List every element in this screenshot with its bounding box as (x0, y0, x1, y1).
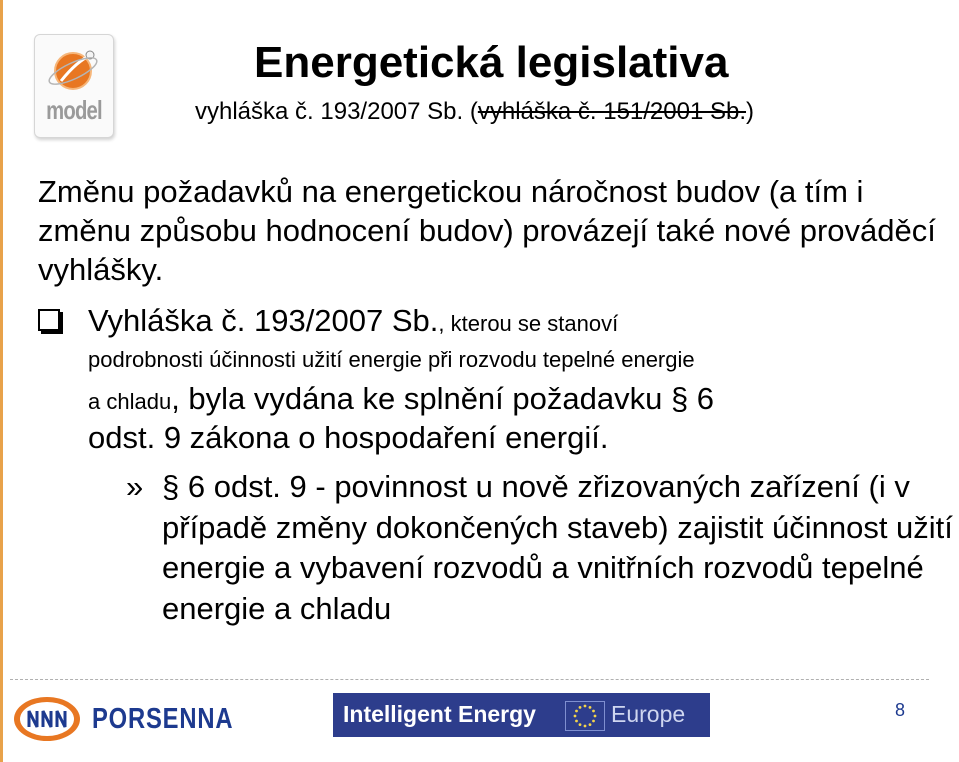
model-logo (34, 34, 114, 138)
subtitle-suffix: ) (746, 98, 755, 125)
bullet-big-4: odst. 9 zákona o hospodaření energií. (88, 420, 609, 455)
slide-left-rule (0, 0, 3, 762)
bullet-small-2: podrobnosti účinnosti užití energie při rozvodu tepelné energie (88, 347, 695, 372)
eu-flag-icon (565, 701, 605, 731)
porsenna-logo (12, 695, 237, 743)
model-logo-text: model (46, 95, 102, 125)
bullet-small-3: a chladu (88, 389, 172, 414)
checkbox-bullet-icon (38, 309, 60, 331)
iee-label-left: Intelligent Energy (343, 701, 536, 727)
slide-title: Energetická legislativa (254, 38, 729, 87)
bullet-big-3: , byla vydána ke splnění požadavku § 6 (171, 381, 715, 416)
subtitle-struck-text: vyhláška č. 151/2001 Sb. (477, 98, 747, 125)
bullet-lead: Vyhláška č. 193/2007 Sb. (88, 303, 439, 338)
bullet-line-3 (88, 380, 714, 421)
sub-bullet-marker: » (126, 469, 144, 504)
porsenna-label: PORSENNA (92, 703, 234, 735)
footer-divider (10, 679, 929, 680)
slide-subtitle (195, 98, 754, 126)
bullet-small-1: , kterou se stanoví (438, 311, 619, 336)
iee-logo-banner (333, 693, 710, 737)
subtitle-prefix: vyhláška č. 193/2007 Sb. ( (195, 98, 478, 125)
bullet-line-2 (88, 341, 695, 379)
iee-label-right: Europe (611, 701, 686, 727)
bullet-line-1 (88, 302, 618, 343)
sub-bullet-text: § 6 odst. 9 - povinnost u nově zřizovaných zařízení (i v případě změny dokončených staveb) zajistit účinnost užití energie a vybavení rozvodů a vnitřních rozvodů tepelné energie a chladu (162, 469, 953, 626)
model-logo-icon (43, 41, 103, 97)
intro-paragraph: Změnu požadavků na energetickou náročnost budov (a tím i změnu způsobu hodnocení budov) provázejí také nové prováděcí vyhlášky. (38, 174, 936, 287)
page-number: 8 (895, 700, 906, 720)
porsenna-emblem-icon (12, 695, 82, 743)
bullet-line-4 (88, 419, 608, 457)
